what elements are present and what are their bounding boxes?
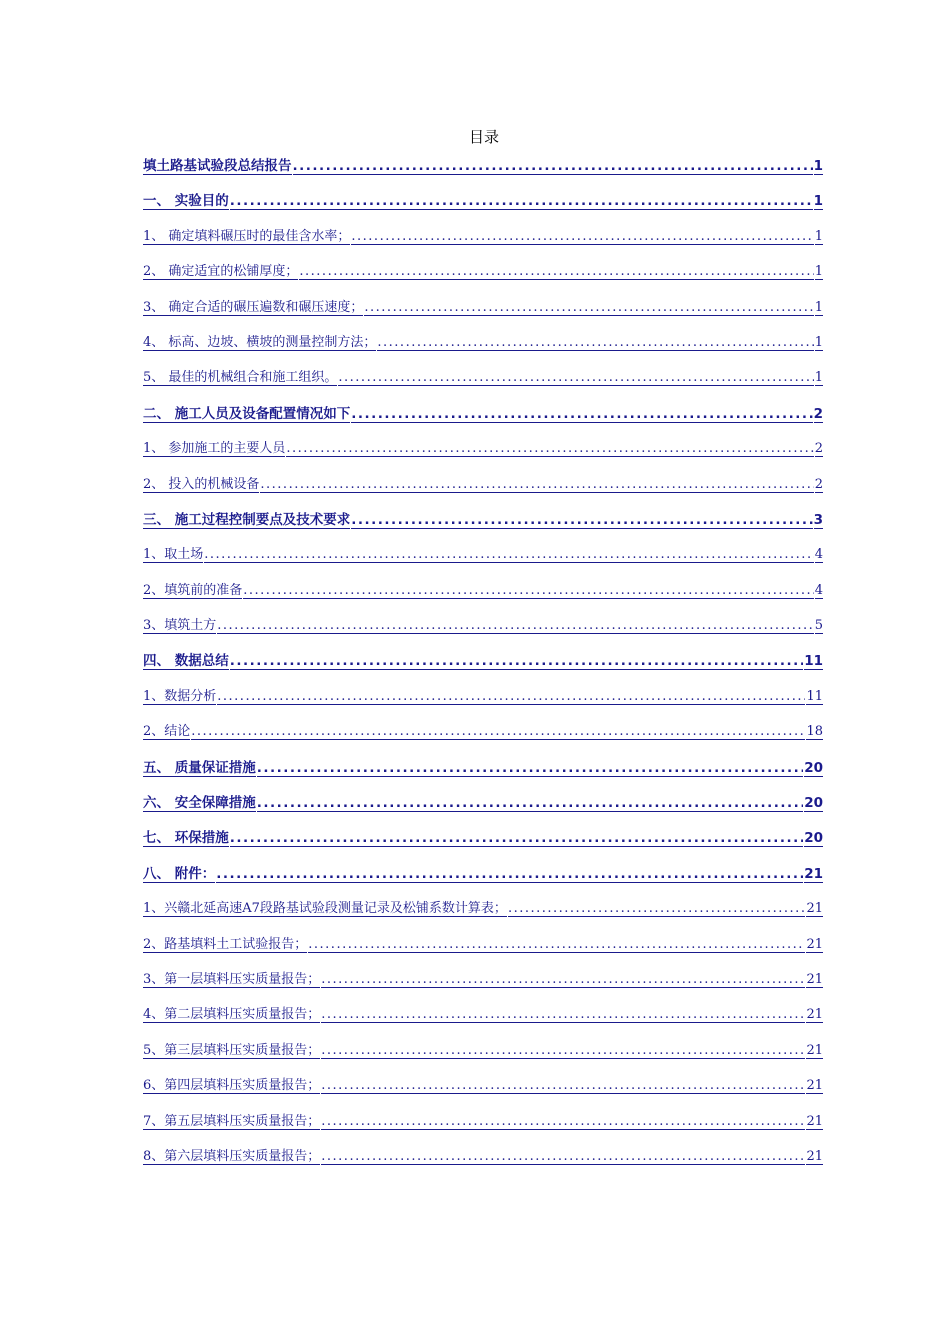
- toc-section-link[interactable]: [143, 645, 823, 680]
- toc-page-number: 21: [806, 1007, 823, 1023]
- toc-subsection-link[interactable]: [143, 327, 823, 362]
- toc-page-number: 1: [814, 264, 823, 280]
- toc-dot-leader: [299, 264, 813, 280]
- toc-entry-label: 5、第三层填料压实质量报告；: [143, 1039, 320, 1059]
- toc-dot-leader: [321, 972, 805, 988]
- toc-subsection-link[interactable]: [143, 610, 823, 645]
- toc-entry-label: 3、填筑土方: [143, 614, 216, 634]
- toc-entry-label: 2、填筑前的准备: [143, 579, 242, 599]
- toc-dot-leader: [243, 583, 813, 599]
- toc-page-number: 18: [806, 724, 823, 740]
- toc-page-number: 21: [806, 1078, 823, 1094]
- toc-dot-leader: [217, 618, 813, 634]
- toc-entry-label: 七、 环保措施: [143, 826, 229, 847]
- toc-entry-label: 1、 参加施工的主要人员: [143, 437, 285, 457]
- toc-entry-label: 五、 质量保证措施: [143, 756, 256, 777]
- toc-entry-label: 填土路基试验段总结报告: [143, 154, 292, 175]
- toc-page-number: 2: [814, 476, 823, 492]
- toc-dot-leader: [351, 406, 812, 423]
- toc-dot-leader: [338, 370, 813, 386]
- toc-entry-label: 2、路基填料土工试验报告；: [143, 933, 307, 953]
- toc-entry-label: 4、 标高、边坡、横坡的测量控制方法；: [143, 331, 376, 351]
- toc-page-number: 4: [814, 547, 823, 563]
- toc-section-link[interactable]: [143, 398, 823, 433]
- toc-page-number: 20: [804, 759, 823, 776]
- toc-page-number: 1: [814, 334, 823, 350]
- toc-subsection-link[interactable]: [143, 964, 823, 999]
- toc-subsection-link[interactable]: [143, 469, 823, 504]
- toc-page-number: 5: [814, 618, 823, 634]
- toc-page-number: 2: [814, 441, 823, 457]
- toc-entry-label: 二、 施工人员及设备配置情况如下: [143, 402, 350, 423]
- toc-page-number: 21: [806, 971, 823, 987]
- toc-dot-leader: [230, 830, 804, 847]
- toc-entry-label: 2、结论: [143, 720, 190, 740]
- toc-subsection-link[interactable]: [143, 893, 823, 928]
- toc-dot-leader: [260, 477, 813, 493]
- toc-subsection-link[interactable]: [143, 681, 823, 716]
- toc-entry-label: 2、 确定适宜的松铺厚度；: [143, 260, 298, 280]
- toc-section-link[interactable]: [143, 504, 823, 539]
- toc-dot-leader: [216, 866, 803, 883]
- toc-entry-label: 1、取土场: [143, 543, 203, 563]
- toc-entry-label: 7、第五层填料压实质量报告；: [143, 1110, 320, 1130]
- toc-dot-leader: [204, 547, 813, 563]
- toc-page-number: 21: [806, 1042, 823, 1058]
- toc-dot-leader: [257, 760, 804, 777]
- toc-section-link[interactable]: [143, 822, 823, 857]
- toc-page-number: 1: [813, 158, 823, 174]
- toc-page-number: 1: [814, 299, 823, 315]
- toc-section-link[interactable]: [143, 752, 823, 787]
- toc-entry-label: 4、第二层填料压实质量报告；: [143, 1003, 320, 1023]
- toc-subsection-link[interactable]: [143, 362, 823, 397]
- toc-section-link[interactable]: [143, 787, 823, 822]
- toc-subsection-link[interactable]: [143, 256, 823, 291]
- toc-section-link[interactable]: [143, 185, 823, 220]
- toc-page-number: 21: [806, 1148, 823, 1164]
- toc-entry-label: 5、 最佳的机械组合和施工组织。: [143, 366, 337, 386]
- toc-subsection-link[interactable]: [143, 1106, 823, 1141]
- toc-page-number: 21: [806, 1113, 823, 1129]
- table-of-contents: [143, 150, 823, 1176]
- toc-page-number: 21: [806, 936, 823, 952]
- toc-dot-leader: [230, 193, 813, 210]
- toc-page-number: 20: [804, 830, 823, 847]
- toc-page-number: 1: [814, 228, 823, 244]
- toc-entry-label: 三、 施工过程控制要点及技术要求: [143, 508, 350, 529]
- toc-page-number: 2: [813, 405, 823, 422]
- toc-dot-leader: [191, 724, 805, 740]
- toc-subsection-link[interactable]: [143, 292, 823, 327]
- toc-dot-leader: [364, 300, 813, 316]
- toc-dot-leader: [286, 441, 813, 457]
- toc-dot-leader: [351, 229, 813, 245]
- toc-subsection-link[interactable]: [143, 999, 823, 1034]
- toc-dot-leader: [308, 937, 805, 953]
- toc-entry-label: 1、 确定填料碾压时的最佳含水率；: [143, 225, 350, 245]
- toc-entry-label: 六、 安全保障措施: [143, 791, 256, 812]
- toc-section-link[interactable]: [143, 858, 823, 893]
- toc-subsection-link[interactable]: [143, 929, 823, 964]
- toc-entry-label: 八、 附件：: [143, 862, 215, 883]
- toc-dot-leader: [377, 335, 813, 351]
- toc-page-number: 11: [806, 688, 823, 704]
- toc-dot-leader: [293, 158, 813, 175]
- toc-dot-leader: [230, 653, 804, 670]
- toc-dot-leader: [321, 1043, 805, 1059]
- toc-page-number: 20: [804, 795, 823, 812]
- toc-entry-label: 1、兴赣北延高速A7段路基试验段测量记录及松铺系数计算表；: [143, 897, 507, 917]
- toc-dot-leader: [351, 512, 812, 529]
- toc-entry-label: 6、第四层填料压实质量报告；: [143, 1074, 320, 1094]
- toc-page-number: 1: [814, 370, 823, 386]
- toc-dot-leader: [217, 689, 805, 705]
- toc-entry-label: 3、第一层填料压实质量报告；: [143, 968, 320, 988]
- toc-dot-leader: [321, 1007, 805, 1023]
- toc-entry-label: 2、 投入的机械设备: [143, 473, 259, 493]
- toc-page-number: 3: [813, 511, 823, 528]
- toc-dot-leader: [321, 1078, 805, 1094]
- toc-subsection-link[interactable]: [143, 1035, 823, 1070]
- toc-subsection-link[interactable]: [143, 433, 823, 468]
- toc-entry-label: 1、数据分析: [143, 685, 216, 705]
- toc-page-number: 1: [813, 193, 823, 210]
- toc-entry-label: 3、 确定合适的碾压遍数和碾压速度；: [143, 296, 363, 316]
- toc-page-number: 21: [804, 865, 823, 882]
- toc-entry-label: 四、 数据总结: [143, 649, 229, 670]
- toc-entry-label: 8、第六层填料压实质量报告；: [143, 1145, 320, 1165]
- toc-subsection-link[interactable]: [143, 1141, 823, 1176]
- toc-subsection-link[interactable]: [143, 539, 823, 574]
- toc-dot-leader: [257, 795, 804, 812]
- toc-subsection-link[interactable]: [143, 1070, 823, 1105]
- toc-page-number: 4: [814, 582, 823, 598]
- toc-dot-leader: [508, 901, 806, 917]
- toc-dot-leader: [321, 1114, 805, 1130]
- toc-entry-label: 一、 实验目的: [143, 189, 229, 210]
- toc-subsection-link[interactable]: [143, 221, 823, 256]
- toc-title: 目录: [468, 128, 499, 146]
- toc-section-link[interactable]: [143, 150, 823, 185]
- toc-subsection-link[interactable]: [143, 575, 823, 610]
- toc-page-number: 11: [804, 653, 823, 670]
- toc-subsection-link[interactable]: [143, 716, 823, 751]
- toc-page-number: 21: [806, 901, 823, 917]
- toc-dot-leader: [321, 1149, 805, 1165]
